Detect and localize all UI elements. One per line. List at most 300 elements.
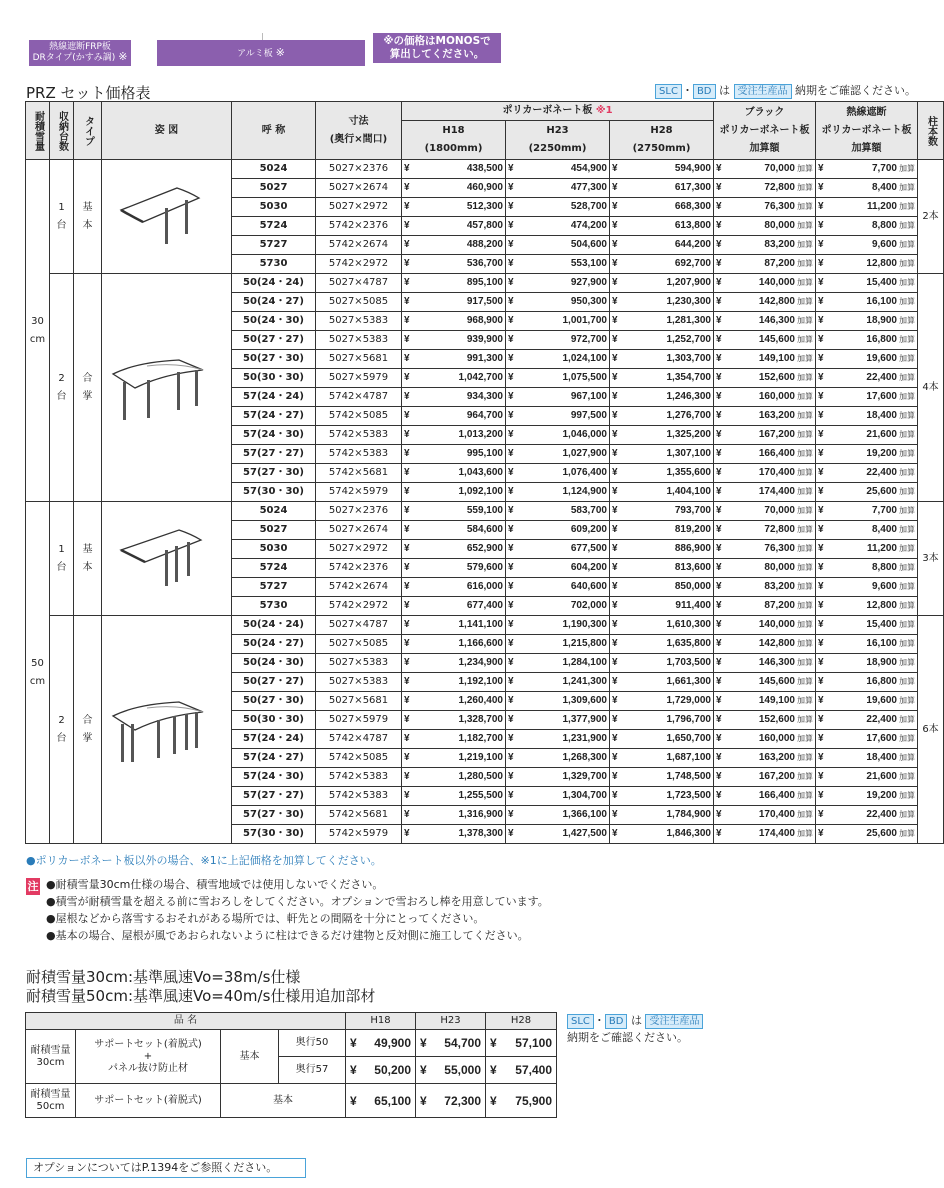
heat-add: ¥ 加算 16,100 [816,293,918,312]
model-code: 5024 [232,160,316,179]
heat-add: ¥ 加算 22,400 [816,464,918,483]
dimension: 5742×5383 [316,768,402,787]
black-add: ¥ 加算 76,300 [714,540,816,559]
model-code: 5727 [232,236,316,255]
dimension: 5742×5383 [316,787,402,806]
price-h28: ¥ 1,687,100 [610,749,714,768]
price-h23: ¥ 1,309,600 [506,692,610,711]
price-h23: ¥ 1,268,300 [506,749,610,768]
count-cell: 1 台 [50,160,74,274]
heat-add: ¥ 加算 19,200 [816,445,918,464]
count-cell: 1 台 [50,502,74,616]
price-h18: ¥ 991,300 [402,350,506,369]
carport-diagram [102,274,232,502]
heat-add: ¥ 加算 8,400 [816,179,918,198]
section-title-1: 耐積雪量30cm:基準風速Vo=38m/s仕様 [26,968,301,986]
black-add: ¥ 加算 160,000 [714,388,816,407]
model-code: 50(24・27) [232,293,316,312]
black-add: ¥ 加算 174,400 [714,825,816,844]
sub-dot: ・ [593,1014,605,1027]
heat-add: ¥ 加算 11,200 [816,198,918,217]
price-h23: ¥ 504,600 [506,236,610,255]
type-cell: 合 掌 [74,274,102,502]
sub-r2-item: サポートセット(着脱式) [76,1084,221,1118]
h23-sub: (2250mm) [528,143,587,155]
price-h18: ¥ 1,255,500 [402,787,506,806]
dimension: 5742×5681 [316,464,402,483]
black-add: ¥ 加算 72,800 [714,179,816,198]
price-h18: ¥ 457,800 [402,217,506,236]
pillar-count: 3本 [918,502,944,616]
dimension: 5027×2376 [316,502,402,521]
model-code: 5730 [232,597,316,616]
header-heat-2: ポリカーボネート板 [821,124,912,136]
price-table [25,101,944,844]
heat-add: ¥ 加算 17,600 [816,730,918,749]
header-pillar: 柱本数 [918,102,944,160]
note-item: ●耐積雪量30cm仕様の場合、積雪地域では使用しないでください。 [46,878,384,891]
footnote: ●ポリカーボネート板以外の場合、※1に上記価格を加算してください。 [26,854,382,867]
price-h23: ¥ 1,231,900 [506,730,610,749]
pillar-count: 2本 [918,160,944,274]
model-code: 57(30・30) [232,825,316,844]
black-add: ¥ 加算 83,200 [714,578,816,597]
price-h28: ¥ 1,650,700 [610,730,714,749]
sub-r2-label [26,1084,76,1118]
price-h28: ¥ 613,800 [610,217,714,236]
price-h23: ¥ 1,001,700 [506,312,610,331]
model-code: 50(30・30) [232,711,316,730]
model-code: 5730 [232,255,316,274]
black-add: ¥ 加算 163,200 [714,407,816,426]
dimension: 5027×5979 [316,369,402,388]
price-h23: ¥ 583,700 [506,502,610,521]
frp-badge-text2: DRタイプ(かすみ調) [32,53,116,63]
black-add: ¥ 加算 76,300 [714,198,816,217]
bd-chip: BD [693,84,716,99]
black-add: ¥ 加算 146,300 [714,654,816,673]
model-code: 57(24・27) [232,749,316,768]
black-add: ¥ 加算 166,400 [714,445,816,464]
heat-add: ¥ 加算 7,700 [816,160,918,179]
note-item: ●基本の場合、屋根が風であおられないように柱はできるだけ建物と反対側に施工してください。 [46,929,529,942]
black-add: ¥ 加算 70,000 [714,160,816,179]
heat-add: ¥ 加算 9,600 [816,578,918,597]
header-poly-mark: ※1 [595,105,613,117]
model-code: 50(24・30) [232,312,316,331]
heat-add: ¥ 加算 21,600 [816,426,918,445]
price-h18: ¥ 1,219,100 [402,749,506,768]
black-add: ¥ 加算 146,300 [714,312,816,331]
heat-add: ¥ 加算 15,400 [816,616,918,635]
slc-chip: SLC [655,84,682,99]
model-code: 5024 [232,502,316,521]
price-h23: ¥ 927,900 [506,274,610,293]
black-add: ¥ 加算 160,000 [714,730,816,749]
dimension: 5027×5383 [316,673,402,692]
model-code: 5724 [232,217,316,236]
heat-add: ¥ 加算 25,600 [816,483,918,502]
table-row [26,274,944,293]
sub-r1-depth57: 奥行57 [279,1057,346,1084]
price-h23: ¥ 1,027,900 [506,445,610,464]
model-code: 57(27・30) [232,806,316,825]
price-h28: ¥ 1,404,100 [610,483,714,502]
price-h18: ¥ 438,500 [402,160,506,179]
dimension: 5027×5085 [316,293,402,312]
model-code: 5727 [232,578,316,597]
black-add: ¥ 加算 163,200 [714,749,816,768]
header-poly [402,102,714,121]
made-to-order-chip: 受注生産品 [734,84,792,99]
price-h18: ¥ 895,100 [402,274,506,293]
sub-r1a-h28: ¥ 57,100 [486,1030,557,1057]
heat-add: ¥ 加算 11,200 [816,540,918,559]
dimension: 5742×4787 [316,388,402,407]
price-table-body [26,160,944,844]
header-size-2: (奥行×間口) [329,133,388,145]
price-h18: ¥ 939,900 [402,331,506,350]
header-name: 呼 称 [232,102,316,160]
dimension: 5027×5681 [316,350,402,369]
heat-add: ¥ 加算 9,600 [816,236,918,255]
sub-r1a-h23: ¥ 54,700 [416,1030,486,1057]
black-add: ¥ 加算 140,000 [714,616,816,635]
price-h28: ¥ 1,281,300 [610,312,714,331]
price-h18: ¥ 964,700 [402,407,506,426]
model-code: 57(24・30) [232,768,316,787]
price-h28: ¥ 911,400 [610,597,714,616]
black-add: ¥ 加算 72,800 [714,521,816,540]
dimension: 5027×2674 [316,179,402,198]
price-h23: ¥ 1,304,700 [506,787,610,806]
price-h18: ¥ 934,300 [402,388,506,407]
price-h28: ¥ 1,635,800 [610,635,714,654]
price-h18: ¥ 1,166,600 [402,635,506,654]
sub-r2-h18: ¥ 65,100 [346,1084,416,1118]
black-add: ¥ 加算 142,800 [714,293,816,312]
header-black-1: ブラック [744,106,785,118]
model-code: 50(24・24) [232,274,316,293]
note-item: ●屋根などから落雪するおそれがある場所では、軒先との間隔を十分にとってください。 [46,912,485,925]
black-add: ¥ 加算 83,200 [714,236,816,255]
price-h18: ¥ 1,316,900 [402,806,506,825]
sub-r1b-h18: ¥ 50,200 [346,1057,416,1084]
price-h23: ¥ 950,300 [506,293,610,312]
price-h18: ¥ 536,700 [402,255,506,274]
h28-sub: (2750mm) [632,143,691,155]
price-h18: ¥ 488,200 [402,236,506,255]
header-size-1: 寸法 [348,115,369,127]
price-h18: ¥ 579,600 [402,559,506,578]
heat-add: ¥ 加算 15,400 [816,274,918,293]
price-h18: ¥ 616,000 [402,578,506,597]
frp-badge-mark: ※ [118,50,128,63]
black-add: ¥ 加算 80,000 [714,559,816,578]
price-h18: ¥ 1,013,200 [402,426,506,445]
price-h28: ¥ 850,000 [610,578,714,597]
black-add: ¥ 加算 142,800 [714,635,816,654]
black-add: ¥ 加算 170,400 [714,806,816,825]
dimension: 5027×5383 [316,331,402,350]
price-h28: ¥ 1,784,900 [610,806,714,825]
dimension: 5027×2972 [316,198,402,217]
dimension: 5742×2972 [316,255,402,274]
price-h23: ¥ 528,700 [506,198,610,217]
price-h23: ¥ 477,300 [506,179,610,198]
price-h28: ¥ 1,703,500 [610,654,714,673]
caution-mark: 注 [27,880,39,893]
header-h28 [610,121,714,160]
model-code: 50(24・27) [232,635,316,654]
header-h23 [506,121,610,160]
price-h28: ¥ 617,300 [610,179,714,198]
price-h18: ¥ 1,182,700 [402,730,506,749]
heat-add: ¥ 加算 8,800 [816,217,918,236]
count-cell: 2 台 [50,274,74,502]
heat-add: ¥ 加算 17,600 [816,388,918,407]
model-code: 5030 [232,198,316,217]
black-add: ¥ 加算 152,600 [714,369,816,388]
price-h28: ¥ 1,729,000 [610,692,714,711]
black-add: ¥ 加算 149,100 [714,692,816,711]
dimension: 5027×5085 [316,635,402,654]
caution-notes [26,876,549,944]
heat-add: ¥ 加算 16,800 [816,331,918,350]
wa-text: は [719,84,730,97]
model-code: 57(27・27) [232,787,316,806]
black-add: ¥ 加算 152,600 [714,711,816,730]
price-h28: ¥ 819,200 [610,521,714,540]
header-count: 収納台数 [50,102,74,160]
price-h23: ¥ 1,366,100 [506,806,610,825]
price-h18: ¥ 1,328,700 [402,711,506,730]
price-h28: ¥ 1,303,700 [610,350,714,369]
heat-add: ¥ 加算 22,400 [816,806,918,825]
price-h18: ¥ 1,260,400 [402,692,506,711]
black-add: ¥ 加算 87,200 [714,255,816,274]
price-h18: ¥ 559,100 [402,502,506,521]
black-add: ¥ 加算 80,000 [714,217,816,236]
monos-note-badge [373,33,501,63]
header-type: タイプ [74,102,102,160]
price-h23: ¥ 997,500 [506,407,610,426]
price-h18: ¥ 1,042,700 [402,369,506,388]
pillar-count: 4本 [918,274,944,502]
price-h23: ¥ 967,100 [506,388,610,407]
type-cell: 基 本 [74,502,102,616]
dimension: 5027×4787 [316,616,402,635]
model-code: 50(27・27) [232,673,316,692]
price-h23: ¥ 702,000 [506,597,610,616]
price-h18: ¥ 460,900 [402,179,506,198]
heat-add: ¥ 加算 22,400 [816,369,918,388]
dimension: 5742×2376 [316,217,402,236]
dimension: 5027×4787 [316,274,402,293]
price-h28: ¥ 1,230,300 [610,293,714,312]
heat-add: ¥ 加算 12,800 [816,597,918,616]
sub-r1-item-1: サポートセット(着脱式) [94,1038,202,1050]
sub-r1-item-2: パネル抜け防止材 [108,1062,188,1074]
price-h18: ¥ 652,900 [402,540,506,559]
aluminum-panel-badge [157,40,365,66]
sub-r1a-h18: ¥ 49,900 [346,1030,416,1057]
dimension: 5742×5681 [316,806,402,825]
dimension: 5027×2972 [316,540,402,559]
sub-header-name: 品 名 [26,1013,346,1030]
sub-made-chip: 受注生産品 [645,1014,703,1029]
heat-add: ¥ 加算 18,400 [816,407,918,426]
price-h23: ¥ 1,124,900 [506,483,610,502]
price-h23: ¥ 604,200 [506,559,610,578]
model-code: 57(24・24) [232,388,316,407]
sub-r2-h23: ¥ 72,300 [416,1084,486,1118]
price-h23: ¥ 1,075,500 [506,369,610,388]
pillar-count: 6本 [918,616,944,844]
price-h28: ¥ 668,300 [610,198,714,217]
header-black-2: ポリカーボネート板 [719,124,810,136]
dimension: 5742×5979 [316,483,402,502]
header-black [714,102,816,160]
heat-add: ¥ 加算 18,400 [816,749,918,768]
monos-text2: 算出してください。 [389,48,485,60]
price-h23: ¥ 1,329,700 [506,768,610,787]
price-h28: ¥ 1,325,200 [610,426,714,445]
snow-load-cell: 50 cm [26,502,50,844]
price-h23: ¥ 1,046,000 [506,426,610,445]
price-h28: ¥ 1,246,300 [610,388,714,407]
sub-r2-label-1: 耐積雪量 [30,1088,71,1100]
sub-made-to-order-note [567,1012,703,1046]
sub-r1-depth50: 奥行50 [279,1030,346,1057]
section-title-2: 耐積雪量50cm:基準風速Vo=40m/s仕様用追加部材 [26,987,376,1005]
dimension: 5027×5681 [316,692,402,711]
dimension: 5742×5085 [316,749,402,768]
black-add: ¥ 加算 170,400 [714,464,816,483]
header-heat-3: 加算額 [851,142,882,154]
model-code: 57(24・30) [232,426,316,445]
black-add: ¥ 加算 70,000 [714,502,816,521]
heat-add: ¥ 加算 18,900 [816,654,918,673]
price-h18: ¥ 512,300 [402,198,506,217]
heat-add: ¥ 加算 8,800 [816,559,918,578]
made-to-order-note [655,82,916,99]
header-heat-1: 熱線遮断 [846,106,887,118]
heat-add: ¥ 加算 25,600 [816,825,918,844]
sub-r1b-h28: ¥ 57,400 [486,1057,557,1084]
dimension: 5027×5383 [316,312,402,331]
alu-badge-mark: ※ [275,46,285,59]
note-item: ●積雪が耐積雪量を超える前に雪おろしをしてください。オプションで雪おろし棒を用意しています。 [46,895,549,908]
sub-slc-chip: SLC [567,1014,594,1029]
price-h23: ¥ 640,600 [506,578,610,597]
black-add: ¥ 加算 140,000 [714,274,816,293]
sub-r1-label-1: 耐積雪量 [30,1044,71,1056]
carport-diagram [102,160,232,274]
heat-add: ¥ 加算 19,600 [816,692,918,711]
frp-badge-text: 熱線遮断FRP板 [49,42,111,52]
price-h28: ¥ 692,700 [610,255,714,274]
price-h28: ¥ 886,900 [610,540,714,559]
price-h28: ¥ 1,354,700 [610,369,714,388]
dimension: 5742×5979 [316,825,402,844]
header-heat [816,102,918,160]
dimension: 5027×2376 [316,160,402,179]
model-code: 50(24・24) [232,616,316,635]
price-h23: ¥ 553,100 [506,255,610,274]
price-h28: ¥ 813,600 [610,559,714,578]
h28-label: H28 [650,125,673,137]
price-h18: ¥ 1,280,500 [402,768,506,787]
header-h18 [402,121,506,160]
price-h28: ¥ 1,276,700 [610,407,714,426]
price-h18: ¥ 677,400 [402,597,506,616]
price-h18: ¥ 1,234,900 [402,654,506,673]
price-h23: ¥ 1,024,100 [506,350,610,369]
price-h18: ¥ 995,100 [402,445,506,464]
model-code: 50(30・30) [232,369,316,388]
heat-add: ¥ 加算 12,800 [816,255,918,274]
dimension: 5742×5383 [316,426,402,445]
model-code: 57(27・27) [232,445,316,464]
black-add: ¥ 加算 145,600 [714,331,816,350]
black-add: ¥ 加算 149,100 [714,350,816,369]
dimension: 5742×4787 [316,730,402,749]
price-h28: ¥ 1,723,500 [610,787,714,806]
price-h23: ¥ 609,200 [506,521,610,540]
dot: ・ [681,84,693,97]
price-h23: ¥ 677,500 [506,540,610,559]
black-add: ¥ 加算 174,400 [714,483,816,502]
carport-diagram [102,616,232,844]
h23-label: H23 [546,125,569,137]
price-h28: ¥ 644,200 [610,236,714,255]
frp-panel-badge [29,40,131,66]
model-code: 57(24・24) [232,730,316,749]
dimension: 5742×2972 [316,597,402,616]
model-code: 57(30・30) [232,483,316,502]
heat-add: ¥ 加算 16,100 [816,635,918,654]
price-h23: ¥ 474,200 [506,217,610,236]
dimension: 5027×5979 [316,711,402,730]
sub-r1-plus: + [143,1050,153,1062]
alu-badge-text: アルミ板 [237,49,273,59]
type-cell: 合 掌 [74,616,102,844]
header-pic: 姿 図 [102,102,232,160]
monos-text1: ※の価格はMONOSで [383,35,491,47]
model-code: 50(27・27) [232,331,316,350]
sub-r1-label-2: 30cm [36,1056,65,1068]
model-code: 50(24・30) [232,654,316,673]
price-h28: ¥ 1,207,900 [610,274,714,293]
price-h18: ¥ 1,141,100 [402,616,506,635]
price-h28: ¥ 1,252,700 [610,331,714,350]
sub-r2-label-2: 50cm [36,1100,65,1112]
price-h18: ¥ 1,092,100 [402,483,506,502]
price-h18: ¥ 917,500 [402,293,506,312]
heat-add: ¥ 加算 21,600 [816,768,918,787]
black-add: ¥ 加算 166,400 [714,787,816,806]
sub-r1-label [26,1030,76,1084]
sub-header-h23: H23 [416,1013,486,1030]
price-h28: ¥ 1,355,600 [610,464,714,483]
price-h23: ¥ 972,700 [506,331,610,350]
sub-r2-type: 基本 [221,1084,346,1118]
price-h23: ¥ 1,215,800 [506,635,610,654]
model-code: 5027 [232,179,316,198]
sub-bd-chip: BD [605,1014,628,1029]
model-code: 5030 [232,540,316,559]
